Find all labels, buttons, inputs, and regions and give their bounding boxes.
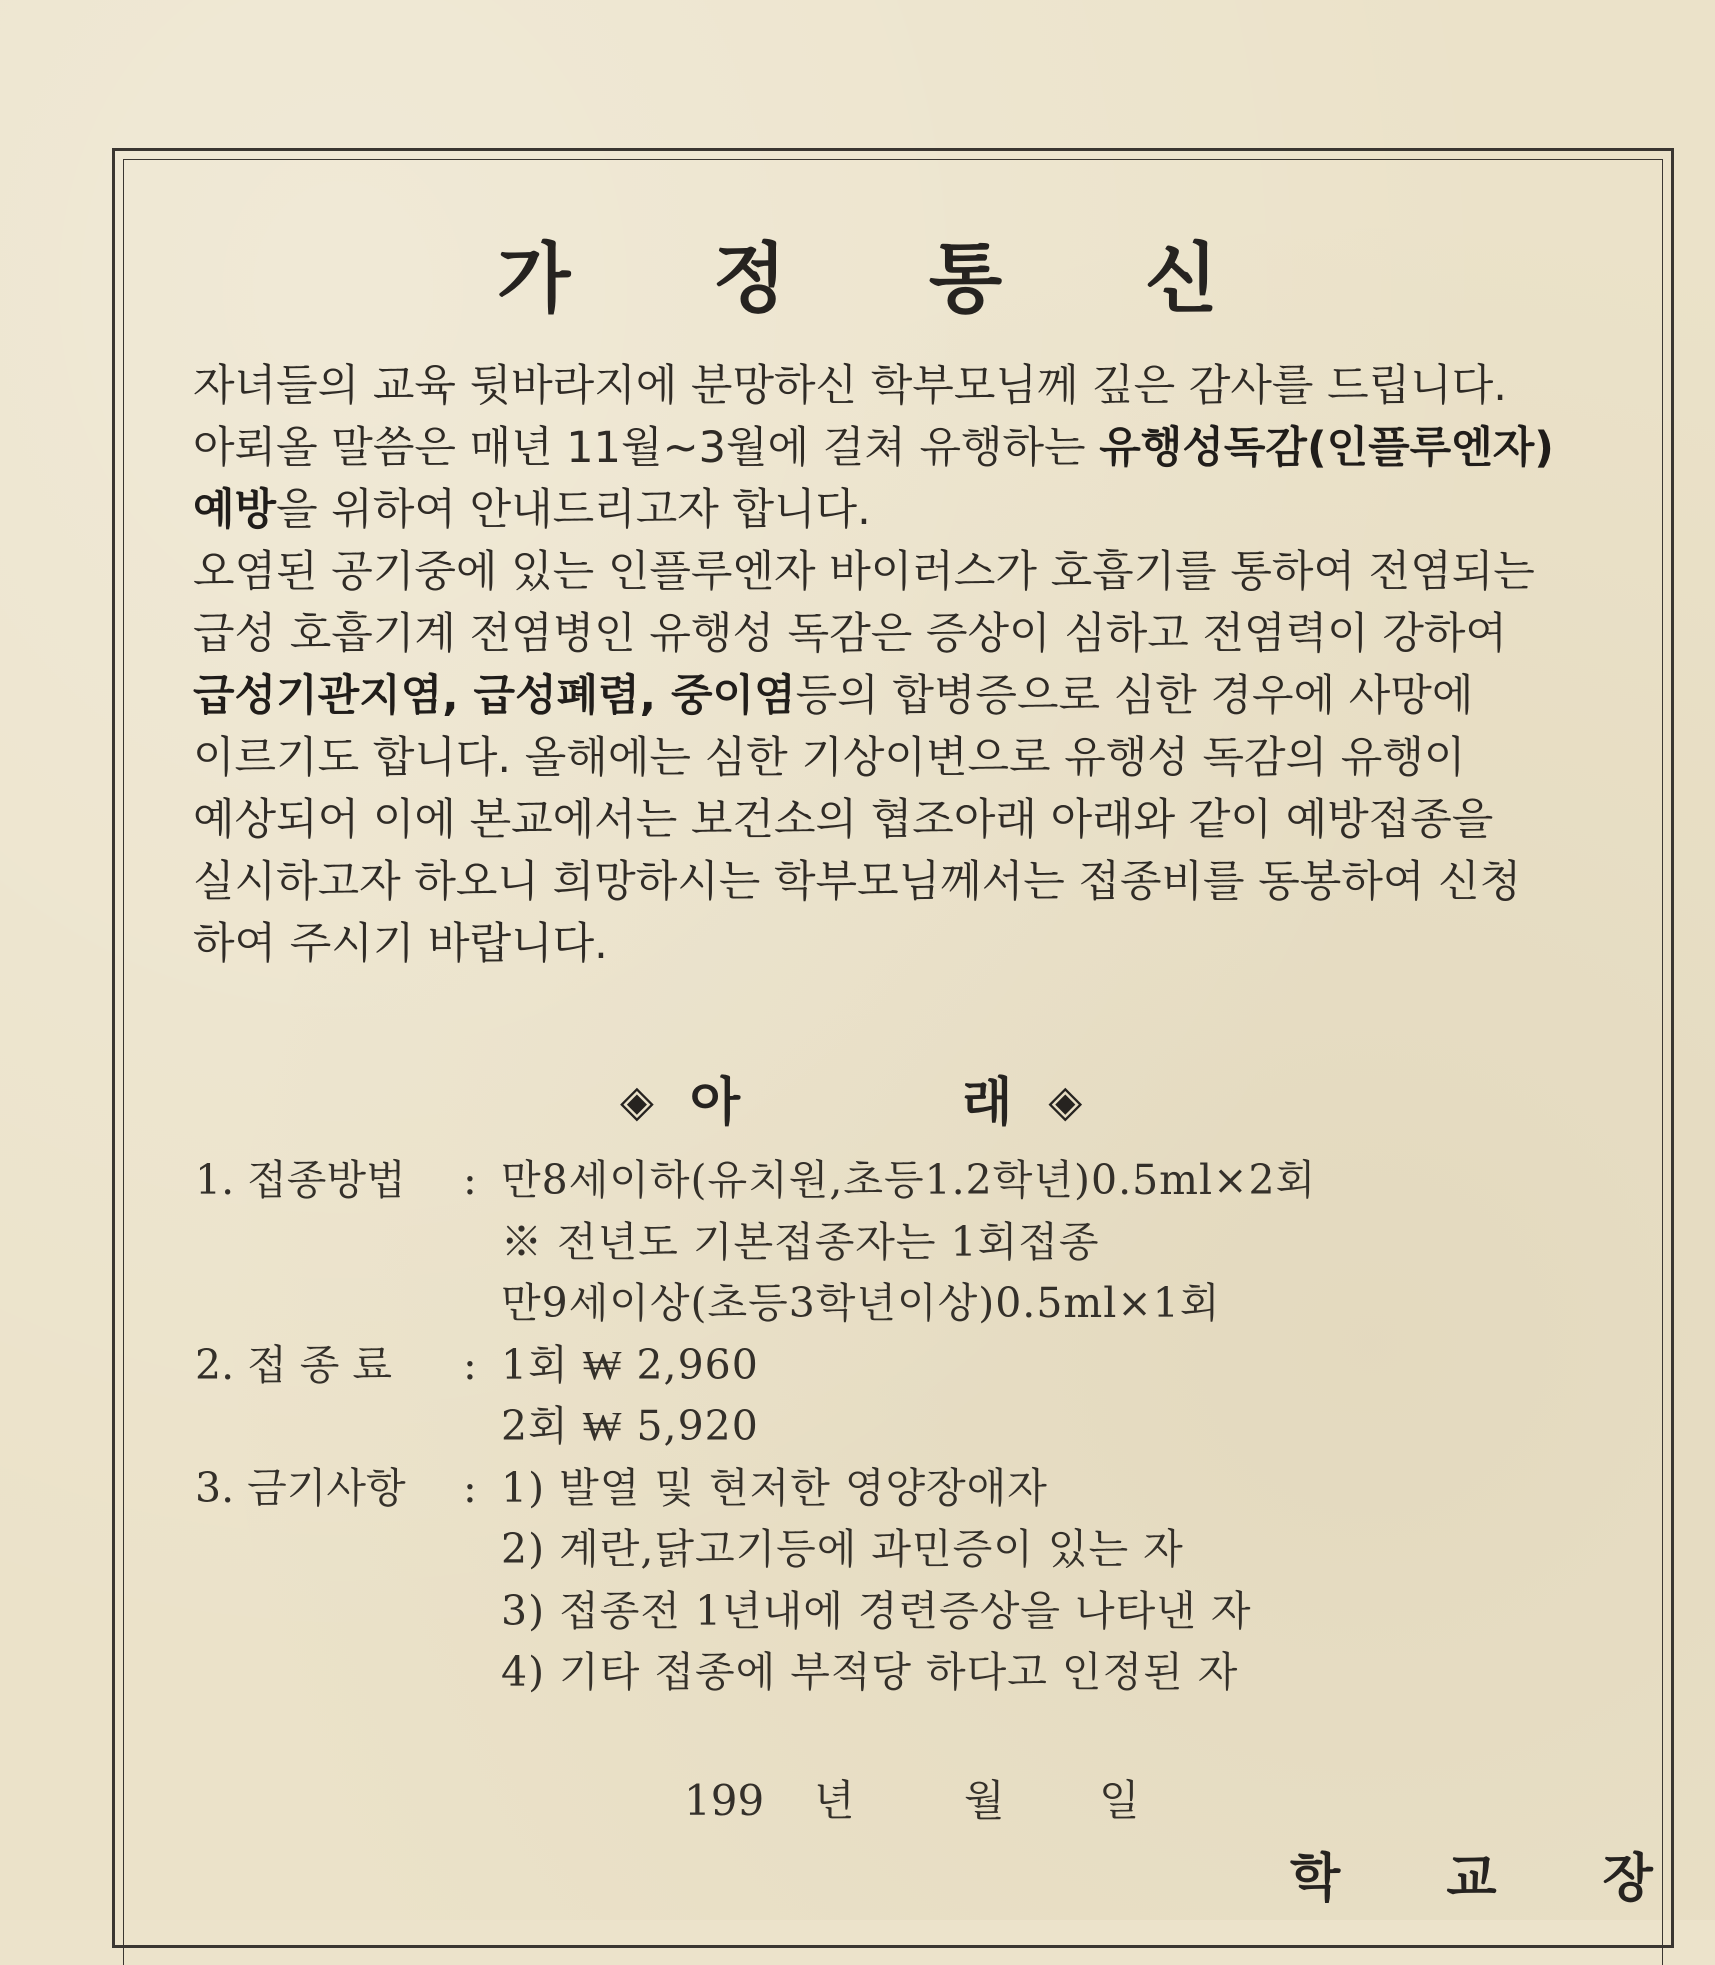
paragraph-line: 하여 주시기 바랍니다. <box>193 919 608 969</box>
date-month-unit: 월 <box>964 1776 1005 1825</box>
section-heading <box>620 1060 1082 1135</box>
heading-word: 아 <box>689 1073 741 1133</box>
paragraph-line <box>193 665 1593 727</box>
item-value: 2) 계란,닭고기등에 과민증이 있는 자 <box>501 1525 1184 1573</box>
line-text: 등의 합병증으로 심한 경우에 사망에 <box>795 671 1474 721</box>
date-year: 199 <box>684 1776 765 1825</box>
heading-word: 래 <box>962 1073 1013 1133</box>
item-label: 3. 금기사항 <box>195 1463 406 1512</box>
item-value: 2회 ₩ 5,920 <box>501 1402 759 1450</box>
principal-signature: 학 교 장 <box>1290 1849 1697 1909</box>
date-year-unit: 년 <box>814 1776 855 1825</box>
notice-body <box>193 355 1593 975</box>
item-value: 4) 기타 접종에 부적당 하다고 인정된 자 <box>501 1648 1239 1696</box>
item-colon: : <box>463 1156 477 1204</box>
paragraph-line <box>193 417 1593 479</box>
paragraph-line: 급성 호흡기계 전염병인 유행성 독감은 증상이 심하고 전염력이 강하여 <box>193 609 1507 659</box>
item-colon: : <box>463 1340 477 1389</box>
date-line <box>684 1768 1140 1828</box>
paragraph-line: 이르기도 합니다. 올해에는 심한 기상이변으로 유행성 독감의 유행이 <box>193 733 1466 783</box>
diamond-icon: ◈ <box>1048 1076 1083 1127</box>
paragraph-line: 실시하고자 하오니 희망하시는 학부모님께서는 접종비를 동봉하여 신청 <box>193 857 1522 907</box>
item-value: ※ 전년도 기본접종자는 1회접종 <box>501 1217 1100 1266</box>
emphasis-text: 예방 <box>193 485 277 535</box>
emphasis-text: 급성기관지염, 급성폐렴, 중이염 <box>193 671 796 721</box>
item-value: 1) 발열 및 현저한 영양장애자 <box>501 1463 1048 1512</box>
line-text: 아뢰올 말씀은 매년 11월~3월에 걸쳐 유행하는 <box>193 423 1100 473</box>
item-value: 3) 접종전 1년내에 경련증상을 나타낸 자 <box>501 1586 1252 1635</box>
line-text: 을 위하여 안내드리고자 합니다. <box>276 485 871 535</box>
item-label: 1. 접종방법 <box>195 1156 406 1204</box>
notice-title: 가 정 통 신 <box>496 234 1277 323</box>
paragraph-line: 자녀들의 교육 뒷바라지에 분망하신 학부모님께 깊은 감사를 드립니다. <box>193 361 1507 411</box>
paragraph-line: 예상되어 이에 본교에서는 보건소의 협조아래 아래와 같이 예방접종을 <box>193 795 1494 845</box>
emphasis-text: 유행성독감(인플루엔자) <box>1099 423 1554 473</box>
paragraph-line: 오염된 공기중에 있는 인플루엔자 바이러스가 호흡기를 통하여 전염되는 <box>193 547 1535 597</box>
paragraph-line <box>193 479 1593 541</box>
item-label: 2. 접 종 료 <box>195 1340 393 1389</box>
item-value: 만9세이상(초등3학년이상)0.5ml×1회 <box>501 1279 1221 1327</box>
diamond-icon: ◈ <box>620 1076 654 1127</box>
item-value: 만8세이하(유치원,초등1.2학년)0.5ml×2회 <box>501 1156 1317 1204</box>
item-colon: : <box>463 1463 477 1512</box>
item-value: 1회 ₩ 2,960 <box>501 1340 759 1389</box>
date-day-unit: 일 <box>1099 1776 1140 1825</box>
